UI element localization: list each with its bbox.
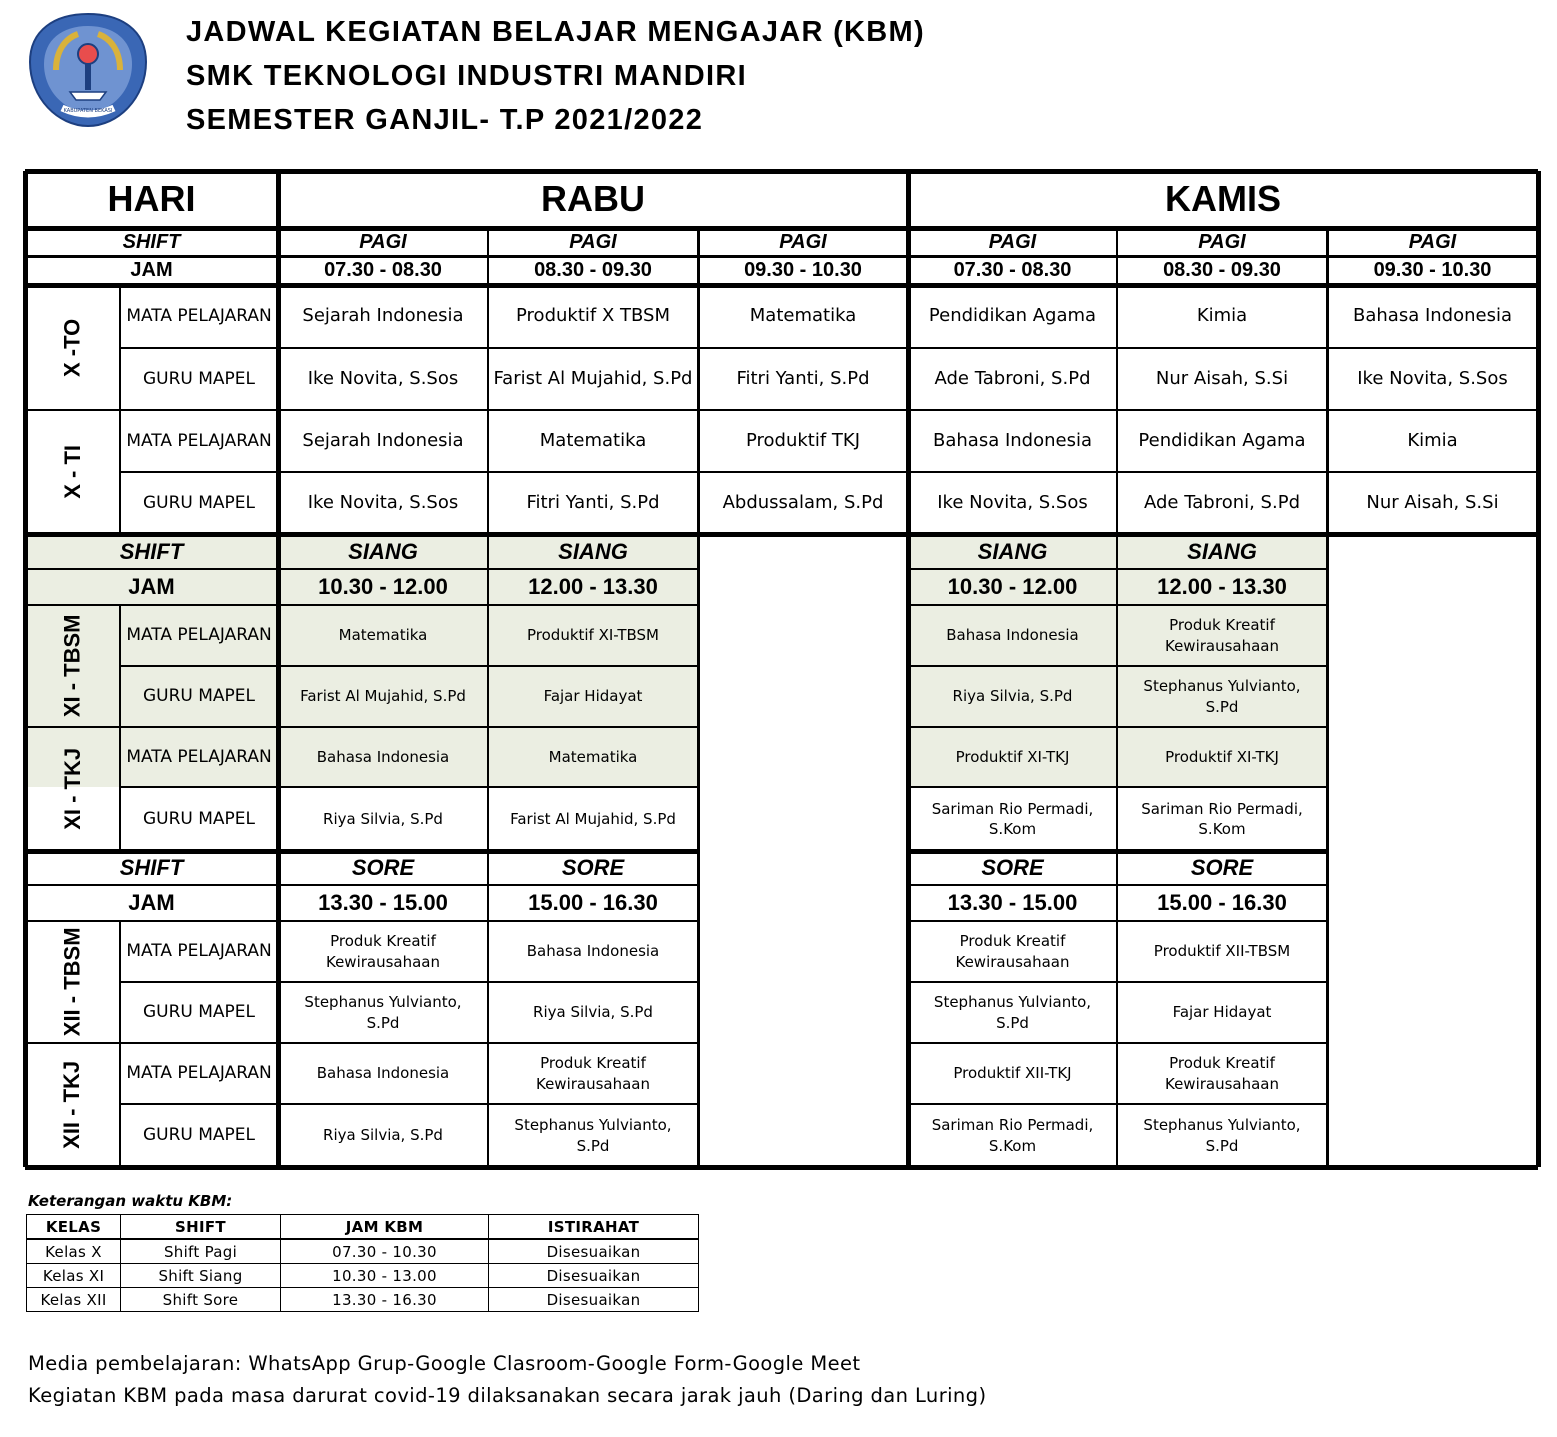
legend-header-row	[27, 1215, 699, 1240]
subject-cell-text: Produktif XI-TKJ	[955, 747, 1070, 766]
teacher-cell	[278, 982, 488, 1043]
legend-header-istirahat: ISTIRAHAT	[489, 1215, 699, 1240]
row-label-guru	[120, 982, 278, 1043]
teacher-cell	[908, 1104, 1117, 1167]
jam-label-text: JAM	[128, 574, 175, 600]
row-label-guru	[120, 666, 278, 727]
teacher-cell	[278, 472, 488, 534]
subject-cell	[908, 727, 1117, 787]
time-slot-text: 15.00 - 16.30	[528, 890, 658, 916]
subject-cell-text: Produk Kreatif Kewirausahaan	[325, 932, 441, 971]
jam-label-text: JAM	[128, 890, 175, 916]
shift-siang-text: SIANG	[558, 538, 628, 564]
grid-line	[25, 726, 698, 728]
legend-cell: Disesuaikan	[489, 1288, 699, 1312]
subject-cell	[488, 605, 698, 666]
class-label-text: XII - TBSM	[59, 927, 85, 1037]
time-slot-text: 07.30 - 08.30	[324, 259, 442, 281]
teacher-cell-text: Ike Novita, S.Sos	[307, 367, 459, 389]
shift-label	[25, 228, 278, 256]
row-label-guru-text: GURU MAPEL	[142, 1002, 256, 1023]
time-slot	[488, 885, 698, 921]
row-label-guru	[120, 472, 278, 534]
teacher-cell-text: Fajar Hidayat	[543, 687, 643, 706]
subject-cell-text: Matematika	[749, 305, 857, 327]
teacher-cell	[908, 982, 1117, 1043]
teacher-cell	[908, 666, 1117, 727]
time-slot	[278, 885, 488, 921]
time-slot	[488, 569, 698, 605]
legend-cell: 07.30 - 10.30	[281, 1239, 489, 1264]
grid-line	[25, 283, 1538, 288]
header-day-kamis	[908, 171, 1538, 228]
subject-cell-text: Produktif XII-TKJ	[953, 1064, 1072, 1083]
row-label-guru-text: GURU MAPEL	[142, 368, 256, 389]
time-slot	[1117, 256, 1327, 285]
header-hari-text: HARI	[107, 178, 196, 220]
subject-cell	[908, 1043, 1117, 1104]
title-line-2: SMK TEKNOLOGI INDUSTRI MANDIRI	[186, 60, 747, 92]
row-label-mapel	[120, 727, 278, 787]
subject-cell-text: Produktif XI-TBSM	[527, 626, 659, 645]
row-label-mapel-text: MATA PELAJARAN	[126, 941, 272, 962]
grid-line	[697, 228, 700, 1167]
teacher-cell-text: Stephanus Yulvianto, S.Pd	[1143, 1116, 1301, 1155]
row-label-guru	[120, 1104, 278, 1167]
grid-line	[25, 169, 1538, 174]
time-slot-text: 13.30 - 15.00	[947, 890, 1078, 916]
time-slot-text: 13.30 - 15.00	[318, 890, 448, 916]
row-label-guru-text: GURU MAPEL	[142, 1125, 256, 1146]
shift-siang	[908, 534, 1117, 569]
time-slot-text: 08.30 - 09.30	[534, 259, 652, 281]
subject-cell-text: Sejarah Indonesia	[302, 305, 464, 327]
row-label-guru	[120, 787, 278, 851]
teacher-cell-text: Stephanus Yulvianto, S.Pd	[933, 993, 1092, 1032]
time-slot	[1117, 569, 1327, 605]
shift-siang	[278, 534, 488, 569]
subject-cell	[278, 410, 488, 472]
subject-cell	[488, 410, 698, 472]
class-label-text: X -TO	[59, 318, 85, 377]
schedule-table	[25, 171, 1539, 1168]
grid-line	[119, 921, 121, 1167]
grid-line	[119, 285, 121, 534]
class-label	[25, 921, 120, 1043]
subject-cell	[1117, 285, 1327, 348]
shift-sore-text: SORE	[351, 855, 415, 881]
teacher-cell	[1117, 666, 1327, 727]
subject-cell	[908, 285, 1117, 348]
row-label-guru	[120, 348, 278, 410]
shift-sore	[488, 851, 698, 885]
time-slot-text: 09.30 - 10.30	[744, 259, 862, 281]
teacher-cell-text: Fitri Yanti, S.Pd	[736, 367, 870, 389]
header-day-kamis-text: KAMIS	[1165, 178, 1281, 220]
subject-cell	[488, 1043, 698, 1104]
teacher-cell-text: Nur Aisah, S.Si	[1366, 491, 1499, 513]
grid-line	[1116, 228, 1118, 1167]
teacher-cell	[1327, 348, 1538, 410]
header-day-rabu-text: RABU	[541, 178, 645, 220]
subject-cell	[908, 605, 1117, 666]
teacher-cell-text: Sariman Rio Permadi, S.Kom	[1141, 799, 1303, 838]
teacher-cell	[278, 787, 488, 851]
teacher-cell-text: Stephanus Yulvianto, S.Pd	[514, 1116, 672, 1155]
grid-line	[23, 171, 28, 1167]
legend	[26, 1192, 699, 1312]
teacher-cell	[1117, 982, 1327, 1043]
shift-pagi-text: PAGI	[988, 230, 1037, 253]
row-label-mapel	[120, 410, 278, 472]
row-label-mapel	[120, 285, 278, 348]
note-media: Media pembelajaran: WhatsApp Grup-Google Clasroom-Google Form-Google Meet	[28, 1352, 861, 1375]
subject-cell-text: Bahasa Indonesia	[933, 429, 1092, 451]
class-label	[25, 605, 120, 727]
subject-cell-text: Produk Kreatif Kewirausahaan	[1164, 616, 1280, 655]
shift-label-text: SHIFT	[122, 230, 181, 253]
grid-line	[25, 532, 1538, 537]
class-label	[25, 727, 120, 851]
subject-cell	[1117, 921, 1327, 982]
subject-cell-text: Pendidikan Agama	[928, 305, 1097, 327]
teacher-cell	[908, 348, 1117, 410]
shift-sore-text: SORE	[1190, 855, 1254, 881]
teacher-cell-text: Riya Silvia, S.Pd	[323, 1126, 443, 1145]
time-slot	[278, 256, 488, 285]
teacher-cell-text: Ike Novita, S.Sos	[307, 491, 459, 513]
grid-line	[25, 1042, 698, 1044]
shift-label	[25, 534, 278, 569]
shift-pagi-text: PAGI	[1408, 230, 1457, 253]
subject-cell	[278, 1043, 488, 1104]
title-line-3: SEMESTER GANJIL- T.P 2021/2022	[186, 104, 704, 136]
shift-sore-text: SORE	[561, 855, 625, 881]
time-slot	[278, 569, 488, 605]
row-label-mapel-text: MATA PELAJARAN	[126, 1063, 272, 1084]
grid-line	[487, 228, 489, 1167]
subject-cell	[698, 285, 908, 348]
teacher-cell	[278, 666, 488, 727]
legend-header-shift: SHIFT	[121, 1215, 281, 1240]
teacher-cell-text: Fitri Yanti, S.Pd	[526, 491, 660, 513]
row-label-mapel	[120, 605, 278, 666]
class-label-text: X - TI	[59, 445, 85, 499]
legend-cell: Disesuaikan	[489, 1264, 699, 1288]
teacher-cell-text: Ade Tabroni, S.Pd	[1144, 491, 1300, 513]
subject-cell-text: Matematika	[548, 747, 638, 766]
subject-cell	[908, 410, 1117, 472]
time-slot	[698, 256, 908, 285]
shift-pagi-text: PAGI	[359, 230, 407, 253]
shift-pagi-text: PAGI	[1198, 230, 1246, 253]
teacher-cell	[1117, 348, 1327, 410]
teacher-cell	[488, 787, 698, 851]
shift-label-text: SHIFT	[119, 855, 184, 881]
teacher-cell	[278, 1104, 488, 1167]
time-slot-text: 12.00 - 13.30	[1157, 574, 1287, 600]
jam-label	[25, 885, 278, 921]
legend-row	[27, 1288, 699, 1312]
legend-row	[27, 1239, 699, 1264]
shift-siang-text: SIANG	[977, 538, 1048, 564]
subject-cell-text: Produk Kreatif Kewirausahaan	[955, 932, 1070, 971]
grid-line	[25, 604, 698, 606]
shift-siang-text: SIANG	[348, 538, 418, 564]
subject-cell-text: Bahasa Indonesia	[316, 1064, 450, 1083]
school-emblem-icon	[26, 10, 150, 130]
shift-pagi	[488, 228, 698, 256]
subject-cell	[1327, 285, 1538, 348]
legend-caption: Keterangan waktu KBM:	[28, 1192, 233, 1210]
shift-sore	[1117, 851, 1327, 885]
teacher-cell-text: Farist Al Mujahid, S.Pd	[493, 367, 693, 389]
subject-cell	[908, 921, 1117, 982]
teacher-cell	[488, 982, 698, 1043]
teacher-cell	[1117, 1104, 1327, 1167]
teacher-cell	[1117, 787, 1327, 851]
time-slot	[908, 256, 1117, 285]
class-label-text: XI - TKJ	[59, 748, 85, 830]
teacher-cell-text: Riya Silvia, S.Pd	[323, 809, 443, 828]
row-label-mapel	[120, 921, 278, 982]
grid-line	[25, 226, 1538, 231]
legend-cell: Shift Sore	[121, 1288, 281, 1312]
legend-cell: 13.30 - 16.30	[281, 1288, 489, 1312]
note-kegiatan: Kegiatan KBM pada masa darurat covid-19 dilaksanakan secara jarak jauh (Daring dan Luring)	[28, 1384, 987, 1407]
teacher-cell-text: Riya Silvia, S.Pd	[952, 687, 1073, 706]
grid-line	[120, 786, 698, 788]
jam-label-text: JAM	[130, 259, 173, 281]
header-day-rabu	[278, 171, 908, 228]
subject-cell	[488, 921, 698, 982]
subject-cell	[698, 410, 908, 472]
subject-cell	[1117, 605, 1327, 666]
subject-cell-text: Produktif TKJ	[745, 429, 861, 451]
subject-cell	[1327, 410, 1538, 472]
teacher-cell-text: Sariman Rio Permadi, S.Kom	[931, 799, 1094, 838]
teacher-cell-text: Fajar Hidayat	[1172, 1003, 1272, 1022]
legend-header-jam: JAM KBM	[281, 1215, 489, 1240]
row-label-mapel-text: MATA PELAJARAN	[126, 746, 272, 767]
time-slot	[488, 256, 698, 285]
subject-cell-text: Produktif X TBSM	[516, 305, 670, 327]
subject-cell-text: Kimia	[1407, 429, 1458, 451]
legend-row	[27, 1264, 699, 1288]
subject-cell-text: Produktif XI-TKJ	[1165, 747, 1279, 766]
shift-siang	[488, 534, 698, 569]
shift-sore	[278, 851, 488, 885]
legend-table	[26, 1214, 699, 1312]
grid-line	[25, 568, 698, 570]
grid-line	[120, 665, 698, 667]
grid-line	[120, 1103, 698, 1105]
shift-pagi-text: PAGI	[569, 230, 617, 253]
row-label-guru-text: GURU MAPEL	[142, 808, 256, 829]
time-slot	[908, 569, 1117, 605]
jam-label	[25, 256, 278, 285]
grid-line	[1536, 171, 1541, 1167]
subject-cell	[278, 921, 488, 982]
subject-cell	[488, 285, 698, 348]
subject-cell-text: Matematika	[539, 429, 647, 451]
time-slot	[908, 885, 1117, 921]
teacher-cell-text: Riya Silvia, S.Pd	[533, 1003, 653, 1022]
teacher-cell-text: Abdussalam, S.Pd	[722, 491, 884, 513]
legend-cell: 10.30 - 13.00	[281, 1264, 489, 1288]
time-slot	[1117, 885, 1327, 921]
shift-sore	[908, 851, 1117, 885]
subject-cell-text: Bahasa Indonesia	[1353, 305, 1512, 327]
school-logo	[26, 10, 150, 130]
teacher-cell	[278, 348, 488, 410]
row-label-guru-text: GURU MAPEL	[142, 492, 256, 513]
shift-label	[25, 851, 278, 885]
grid-line	[1326, 228, 1329, 1167]
legend-cell: Shift Siang	[121, 1264, 281, 1288]
grid-line	[25, 409, 1538, 411]
teacher-cell-text: Ike Novita, S.Sos	[1357, 367, 1508, 389]
shift-siang-text: SIANG	[1187, 538, 1257, 564]
legend-cell: Kelas XII	[27, 1288, 121, 1312]
time-slot-text: 10.30 - 12.00	[318, 574, 448, 600]
subject-cell	[278, 727, 488, 787]
teacher-cell	[488, 1104, 698, 1167]
shift-sore-text: SORE	[981, 855, 1044, 881]
grid-line	[25, 1165, 1538, 1170]
teacher-cell-text: Sariman Rio Permadi, S.Kom	[931, 1116, 1094, 1155]
shift-pagi	[1327, 228, 1538, 256]
shift-siang	[1117, 534, 1327, 569]
shift-pagi	[698, 228, 908, 256]
teacher-cell	[488, 472, 698, 534]
class-label-text: XII - TKJ	[59, 1060, 85, 1150]
subject-cell	[488, 727, 698, 787]
teacher-cell	[488, 348, 698, 410]
legend-header-kelas: KELAS	[27, 1215, 121, 1240]
grid-line	[119, 605, 121, 851]
teacher-cell-text: Stephanus Yulvianto, S.Pd	[304, 993, 462, 1032]
shift-pagi-text: PAGI	[779, 230, 827, 253]
shift-pagi	[1117, 228, 1327, 256]
row-label-mapel-text: MATA PELAJARAN	[126, 306, 272, 327]
subject-cell	[1117, 727, 1327, 787]
class-label	[25, 1043, 120, 1167]
grid-line	[25, 920, 698, 922]
class-label-text: XI - TBSM	[59, 614, 85, 718]
subject-cell	[278, 285, 488, 348]
row-label-guru-text: GURU MAPEL	[142, 686, 256, 707]
class-label	[25, 410, 120, 534]
row-label-mapel	[120, 1043, 278, 1104]
teacher-cell	[908, 787, 1117, 851]
teacher-cell	[488, 666, 698, 727]
jam-label	[25, 569, 278, 605]
row-label-mapel-text: MATA PELAJARAN	[126, 625, 272, 646]
shift-pagi	[278, 228, 488, 256]
teacher-cell-text: Stephanus Yulvianto, S.Pd	[1143, 677, 1301, 716]
row-label-mapel-text: MATA PELAJARAN	[126, 430, 272, 451]
subject-cell-text: Sejarah Indonesia	[302, 429, 464, 451]
legend-cell: Disesuaikan	[489, 1239, 699, 1264]
subject-cell	[278, 605, 488, 666]
teacher-cell	[1327, 472, 1538, 534]
subject-cell-text: Kimia	[1196, 305, 1248, 327]
time-slot-text: 15.00 - 16.30	[1157, 890, 1287, 916]
grid-line	[276, 171, 281, 1167]
subject-cell-text: Produk Kreatif Kewirausahaan	[535, 1054, 651, 1093]
time-slot-text: 12.00 - 13.30	[528, 574, 658, 600]
time-slot	[1327, 256, 1538, 285]
grid-line	[25, 849, 698, 854]
subject-cell-text: Bahasa Indonesia	[526, 942, 660, 961]
grid-line	[906, 171, 911, 1167]
subject-cell	[1117, 1043, 1327, 1104]
time-slot-text: 09.30 - 10.30	[1373, 259, 1492, 281]
legend-cell: Kelas X	[27, 1239, 121, 1264]
subject-cell-text: Pendidikan Agama	[1138, 429, 1306, 451]
teacher-cell	[698, 348, 908, 410]
subject-cell-text: Matematika	[338, 626, 428, 645]
class-label	[25, 285, 120, 410]
teacher-cell	[698, 472, 908, 534]
legend-cell: Shift Pagi	[121, 1239, 281, 1264]
subject-cell-text: Produk Kreatif Kewirausahaan	[1164, 1054, 1280, 1093]
title-line-1: JADWAL KEGIATAN BELAJAR MENGAJAR (KBM)	[186, 16, 925, 48]
subject-cell	[1117, 410, 1327, 472]
shift-label-text: SHIFT	[119, 538, 184, 564]
teacher-cell-text: Ike Novita, S.Sos	[937, 491, 1088, 513]
shift-pagi	[908, 228, 1117, 256]
teacher-cell-text: Farist Al Mujahid, S.Pd	[300, 687, 466, 706]
grid-line	[120, 981, 698, 983]
grid-line	[25, 884, 698, 886]
time-slot-text: 07.30 - 08.30	[953, 259, 1072, 281]
subject-cell-text: Bahasa Indonesia	[946, 626, 1079, 645]
teacher-cell-text: Ade Tabroni, S.Pd	[934, 367, 1091, 389]
teacher-cell	[1117, 472, 1327, 534]
svg-text:KABUPATEN BEKASI: KABUPATEN BEKASI	[63, 108, 113, 114]
time-slot-text: 10.30 - 12.00	[947, 574, 1078, 600]
legend-cell: Kelas XI	[27, 1264, 121, 1288]
grid-line	[25, 255, 1538, 258]
subject-cell-text: Bahasa Indonesia	[316, 747, 450, 766]
teacher-cell-text: Nur Aisah, S.Si	[1155, 367, 1289, 389]
time-slot-text: 08.30 - 09.30	[1163, 259, 1281, 281]
header-hari	[25, 171, 278, 228]
teacher-cell	[908, 472, 1117, 534]
teacher-cell-text: Farist Al Mujahid, S.Pd	[510, 809, 676, 828]
subject-cell-text: Produktif XII-TBSM	[1153, 942, 1291, 961]
